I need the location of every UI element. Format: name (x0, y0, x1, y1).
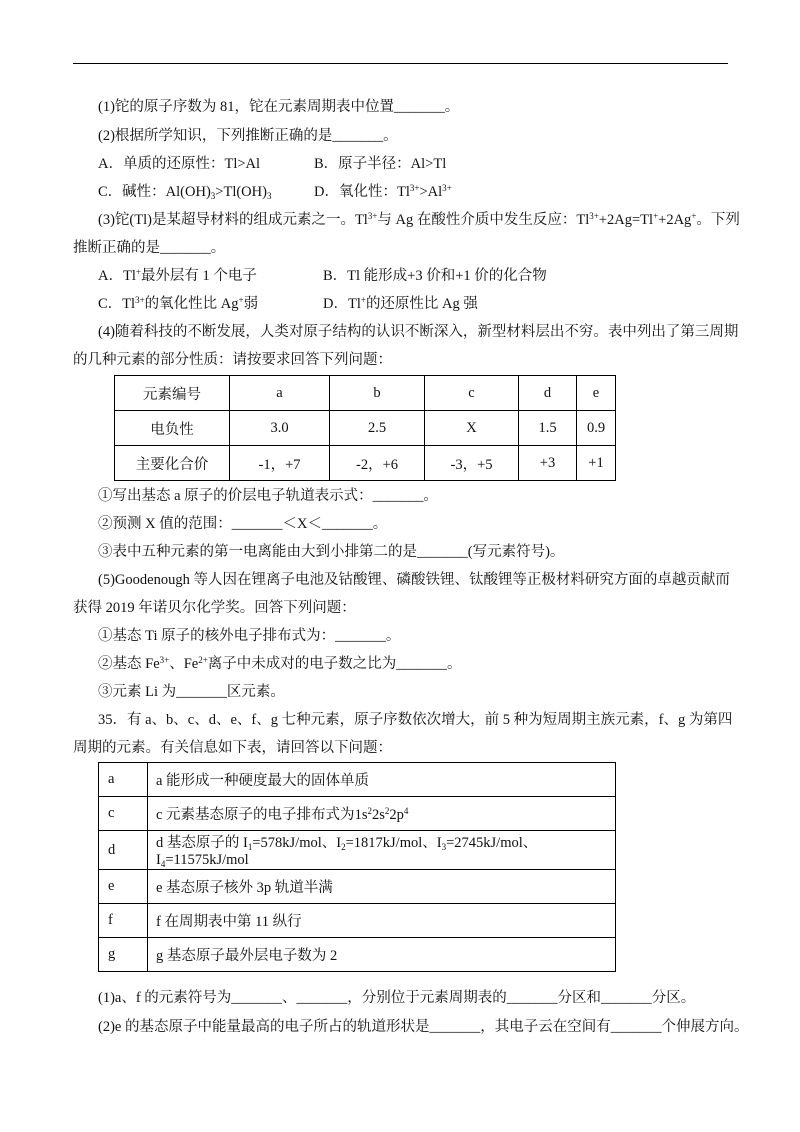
q2-text: (2)根据所学知识，下列推断正确的是_______。 (98, 128, 398, 144)
table-header-cell: c (425, 376, 519, 411)
table-row (115, 376, 616, 411)
table-cell: c (99, 797, 148, 831)
table-header-cell: e (577, 376, 616, 411)
q4-sub2: ②预测 X 值的范围：_______＜X＜_______。 (98, 516, 388, 532)
table-cell: 主要化合价 (115, 446, 230, 481)
table-cell: f 在周期表中第 11 纵行 (148, 904, 616, 938)
table-header-cell: 元素编号 (115, 376, 230, 411)
q4-sub1: ①写出基态 a 原子的价层电子轨道表示式：_______。 (98, 488, 438, 504)
q3-option-b: B．Tl 能形成+3 价和+1 价的化合物 (323, 268, 547, 284)
table-header-cell: b (330, 376, 425, 411)
table-cell: d (99, 831, 148, 870)
table-cell: a (99, 763, 148, 797)
q5-sub3: ③元素 Li 为_______区元素。 (98, 684, 285, 700)
q1-text: (1)铊的原子序数为 81，铊在元素周期表中位置_______。 (98, 99, 460, 115)
table-row (99, 831, 616, 870)
table-cell: -3，+5 (425, 446, 519, 481)
table-cell: g 基态原子最外层电子数为 2 (148, 938, 616, 972)
table-row (99, 763, 616, 797)
table-cell: -1，+7 (230, 446, 330, 481)
table-row (99, 797, 616, 831)
table-cell: 1.5 (519, 411, 577, 446)
table-header-cell: a (230, 376, 330, 411)
q5-line1: (5)Goodenough 等人因在锂离子电池及钴酸锂、磷酸铁锂、钛酸锂等正极材料研究方面的卓越贡献而 (98, 572, 730, 588)
table-cell: 3.0 (230, 411, 330, 446)
table-header-cell: d (519, 376, 577, 411)
q4-line2: 的几种元素的部分性质：请按要求回答下列问题： (73, 352, 392, 368)
table-cell: c 元素基态原子的电子排布式为$1s^22s^22p^4$ (148, 797, 616, 831)
q3-line1: (3)铊(Tl)是某超导材料的组成元素之一。$Tl^{3+}$与 Ag 在酸性介质中发生反应：$Tl^{3+}+2Ag=Tl^++2Ag^+$。下列 (98, 211, 740, 228)
q35-part2: (2)e 的基态原子中能量最高的电子所占的轨道形状是_______，其电子云在空间有_______个伸展方向。 (98, 1019, 749, 1035)
header-rule (73, 63, 728, 64)
table-row (99, 904, 616, 938)
table-cell: 2.5 (330, 411, 425, 446)
q5-line2: 获得 2019 年诺贝尔化学奖。回答下列问题： (73, 600, 356, 616)
table-cell: d 基态原子的 $I_1=578kJ$/mol、$I_2=1817kJ$/mol、$I_3=2745kJ$/mol、$I_4=11575kJ$/mol (148, 831, 616, 870)
q3-option-a: A．Tl+最外层有 1 个电子 (98, 267, 257, 284)
element-info-table (98, 762, 616, 972)
table-cell: +1 (577, 446, 616, 481)
q35-part1: (1)a、f 的元素符号为_______、_______，分别位于元素周期表的_______分区和_______分区。 (98, 990, 696, 1006)
table-row (115, 446, 616, 481)
q2-option-c: C．碱性：$Al(OH)_3>Tl(OH)_3$ (98, 184, 272, 201)
element-properties-table (114, 375, 616, 481)
table-cell: -2，+6 (330, 446, 425, 481)
table-cell: +3 (519, 446, 577, 481)
table-cell: f (99, 904, 148, 938)
q3-option-c: C．$Tl^{3+}$的氧化性比 Ag+弱 (98, 295, 259, 312)
q2-option-d: D．氧化性：$Tl^{3+}>Al^{3+}$ (314, 183, 452, 200)
q35-line2: 周期的元素。有关信息如下表，请回答以下问题： (73, 740, 392, 756)
table-cell: 0.9 (577, 411, 616, 446)
table-cell: X (425, 411, 519, 446)
q5-sub1: ①基态 Ti 原子的核外电子排布式为：_______。 (98, 628, 401, 644)
table-row (115, 411, 616, 446)
table-row (99, 870, 616, 904)
table-cell: 电负性 (115, 411, 230, 446)
q3-option-d: D．Tl+的还原性比 Ag 强 (323, 295, 478, 312)
table-cell: a 能形成一种硬度最大的固体单质 (148, 763, 616, 797)
table-cell: e (99, 870, 148, 904)
q4-sub3: ③表中五种元素的第一电离能由大到小排第二的是_______(写元素符号)。 (98, 544, 565, 560)
q5-sub2: ②基态 $Fe^{3+}$、$Fe^{2+}$离子中未成对的电子数之比为_______。 (98, 655, 462, 672)
q4-line1: (4)随着科技的不断发展，人类对原子结构的认识不断深入，新型材料层出不穷。表中列出了第三周期 (98, 324, 739, 340)
table-row (99, 938, 616, 972)
table-cell: g (99, 938, 148, 972)
table-cell: e 基态原子核外 3p 轨道半满 (148, 870, 616, 904)
q35-line1: 35．有 a、b、c、d、e、f、g 七种元素，原子序数依次增大，前 5 种为短周期主族元素，f、g 为第四 (98, 712, 733, 728)
q2-option-a: A．单质的还原性：Tl>Al (98, 156, 261, 172)
q3-line2: 推断正确的是_______。 (73, 240, 226, 256)
q2-option-b: B．原子半径：Al>Tl (314, 156, 447, 172)
